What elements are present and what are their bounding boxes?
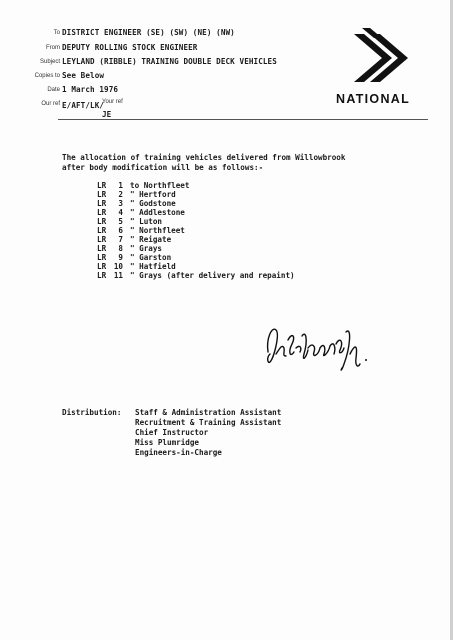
destination: " Garston xyxy=(130,253,172,262)
copies-value: See Below xyxy=(62,71,105,80)
vehicle-number: 7 xyxy=(118,235,123,244)
to-value: DISTRICT ENGINEER (SE) (SW) (NE) (NW) xyxy=(62,28,235,37)
vehicle-prefix: LR xyxy=(97,253,107,262)
vehicle-prefix: LR xyxy=(97,262,107,271)
vehicle-prefix: LR xyxy=(97,226,107,235)
header-divider xyxy=(58,119,428,120)
date-label: Date xyxy=(47,87,60,93)
destination: " Grays (after delivery and repaint) xyxy=(130,271,295,280)
vehicle-prefix: LR xyxy=(97,235,107,244)
list-item: Miss Plumridge xyxy=(135,438,200,447)
double-chevron-arrow-icon xyxy=(352,28,410,88)
vehicle-number: 8 xyxy=(118,244,123,253)
vehicle-prefix: LR xyxy=(97,190,107,199)
vehicle-number: 4 xyxy=(118,208,123,217)
date-value: 1 March 1976 xyxy=(62,85,119,94)
ref-row xyxy=(0,99,200,110)
vehicle-prefix: LR xyxy=(97,217,107,226)
vehicle-number: 9 xyxy=(118,253,123,262)
vehicle-number: 10 xyxy=(113,262,123,271)
intro-line-2: after body modification will be as follows:- xyxy=(62,163,264,172)
destination: " Luton xyxy=(130,217,163,226)
destination: to Northfleet xyxy=(130,181,190,190)
to-label: To xyxy=(53,30,60,36)
subject-value: LEYLAND (RIBBLE) TRAINING DOUBLE DECK VEHICLES xyxy=(62,57,277,66)
vehicle-prefix: LR xyxy=(97,181,107,190)
destination: " Grays xyxy=(130,244,163,253)
vehicle-number: 1 xyxy=(118,181,123,190)
from-label: From xyxy=(46,45,60,51)
vehicle-number: 6 xyxy=(118,226,123,235)
intro-line-1: The allocation of training vehicles delivered from Willowbrook xyxy=(62,153,346,162)
list-item: Engineers-in-Charge xyxy=(135,448,222,457)
destination: " Northfleet xyxy=(130,226,185,235)
vehicle-prefix: LR xyxy=(97,271,107,280)
destination: " Hertford xyxy=(130,190,176,199)
list-item: Chief Instructor xyxy=(135,428,209,437)
list-item: Staff & Administration Assistant xyxy=(135,408,282,417)
vehicle-number: 5 xyxy=(118,217,123,226)
vehicle-prefix: LR xyxy=(97,199,107,208)
handwritten-signature-icon xyxy=(262,318,372,380)
vehicle-prefix: LR xyxy=(97,208,107,217)
vehicle-prefix: LR xyxy=(97,244,107,253)
vehicle-number: 11 xyxy=(113,271,123,280)
vehicle-number: 3 xyxy=(118,199,123,208)
destination: " Hatfield xyxy=(130,262,176,271)
our-ref-label: Our ref xyxy=(41,101,60,107)
destination: " Godstone xyxy=(130,199,176,208)
from-value: DEPUTY ROLLING STOCK ENGINEER xyxy=(62,43,198,52)
your-ref-label: Your ref xyxy=(102,99,123,105)
destination: " Addlestone xyxy=(130,208,185,217)
copies-label: Copies to xyxy=(34,73,60,79)
list-item: Recruitment & Training Assistant xyxy=(135,418,282,427)
our-ref-value: E/AFT/LK/ xyxy=(62,101,105,110)
distribution-label: Distribution: xyxy=(62,408,122,417)
subject-label: Subject xyxy=(39,59,60,65)
destination: " Reigate xyxy=(130,235,172,244)
your-ref-value: JE xyxy=(102,110,112,119)
national-wordmark: NATIONAL xyxy=(336,92,411,106)
vehicle-number: 2 xyxy=(118,190,123,199)
